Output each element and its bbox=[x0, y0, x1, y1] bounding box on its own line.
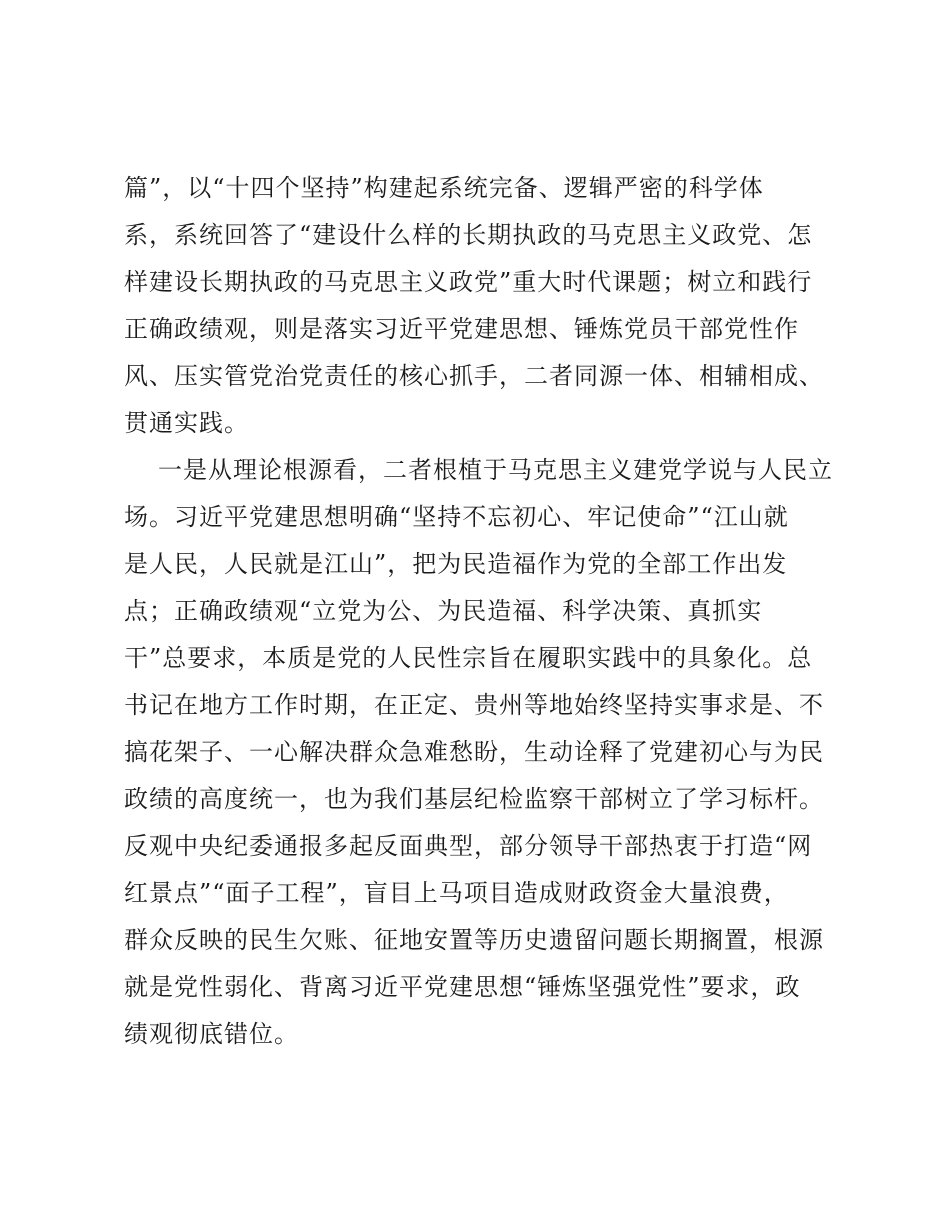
text-line: 篇”，以“十四个坚持”构建起系统完备、逻辑严密的科学体 bbox=[124, 174, 764, 202]
paragraph-continuation bbox=[124, 165, 844, 447]
text-line: 样建设长期执政的马克思主义政党”重大时代课题；树立和践行 bbox=[124, 268, 813, 296]
document-body bbox=[124, 165, 844, 1058]
text-line: 政绩的高度统一，也为我们基层纪检监察干部树立了学习标杆。 bbox=[124, 785, 824, 813]
text-line: 系，系统回答了“建设什么样的长期执政的马克思主义政党、怎 bbox=[124, 221, 813, 249]
text-line: 是人民，人民就是江山”，把为民造福作为党的全部工作出发 bbox=[124, 550, 788, 578]
text-line: 书记在地方工作时期，在正定、贵州等地始终坚持实事求是、不 bbox=[124, 691, 824, 719]
text-line: 反观中央纪委通报多起反面典型，部分领导干部热衷于打造“网 bbox=[124, 832, 813, 860]
text-line: 群众反映的民生欠账、征地安置等历史遗留问题长期搁置，根源 bbox=[124, 926, 824, 954]
text-line: 搞花架子、一心解决群众急难愁盼，生动诠释了党建初心与为民 bbox=[124, 738, 824, 766]
text-line: 绩观彻底错位。 bbox=[124, 1020, 299, 1048]
text-line: 就是党性弱化、背离习近平党建思想“锤炼坚强党性”要求，政 bbox=[124, 973, 801, 1001]
text-line: 正确政绩观，则是落实习近平党建思想、锤炼党员干部党性作 bbox=[124, 315, 799, 343]
paragraph-theoretical-roots bbox=[124, 447, 844, 1058]
text-line: 风、压实管党治党责任的核心抓手，二者同源一体、相辅相成、 bbox=[124, 362, 824, 390]
text-line-first: 一是从理论根源看，二者根植于马克思主义建党学说与人民立 bbox=[158, 456, 833, 484]
text-line: 点；正确政绩观“立党为公、为民造福、科学决策、真抓实 bbox=[124, 597, 763, 625]
text-line: 场。习近平党建思想明确“坚持不忘初心、牢记使命”“江山就 bbox=[124, 503, 789, 531]
text-line: 贯通实践。 bbox=[124, 409, 249, 437]
text-line: 红景点”“面子工程”，盲目上马项目造成财政资金大量浪费， bbox=[124, 879, 789, 907]
text-line: 干”总要求，本质是党的人民性宗旨在履职实践中的具象化。总 bbox=[124, 644, 813, 672]
